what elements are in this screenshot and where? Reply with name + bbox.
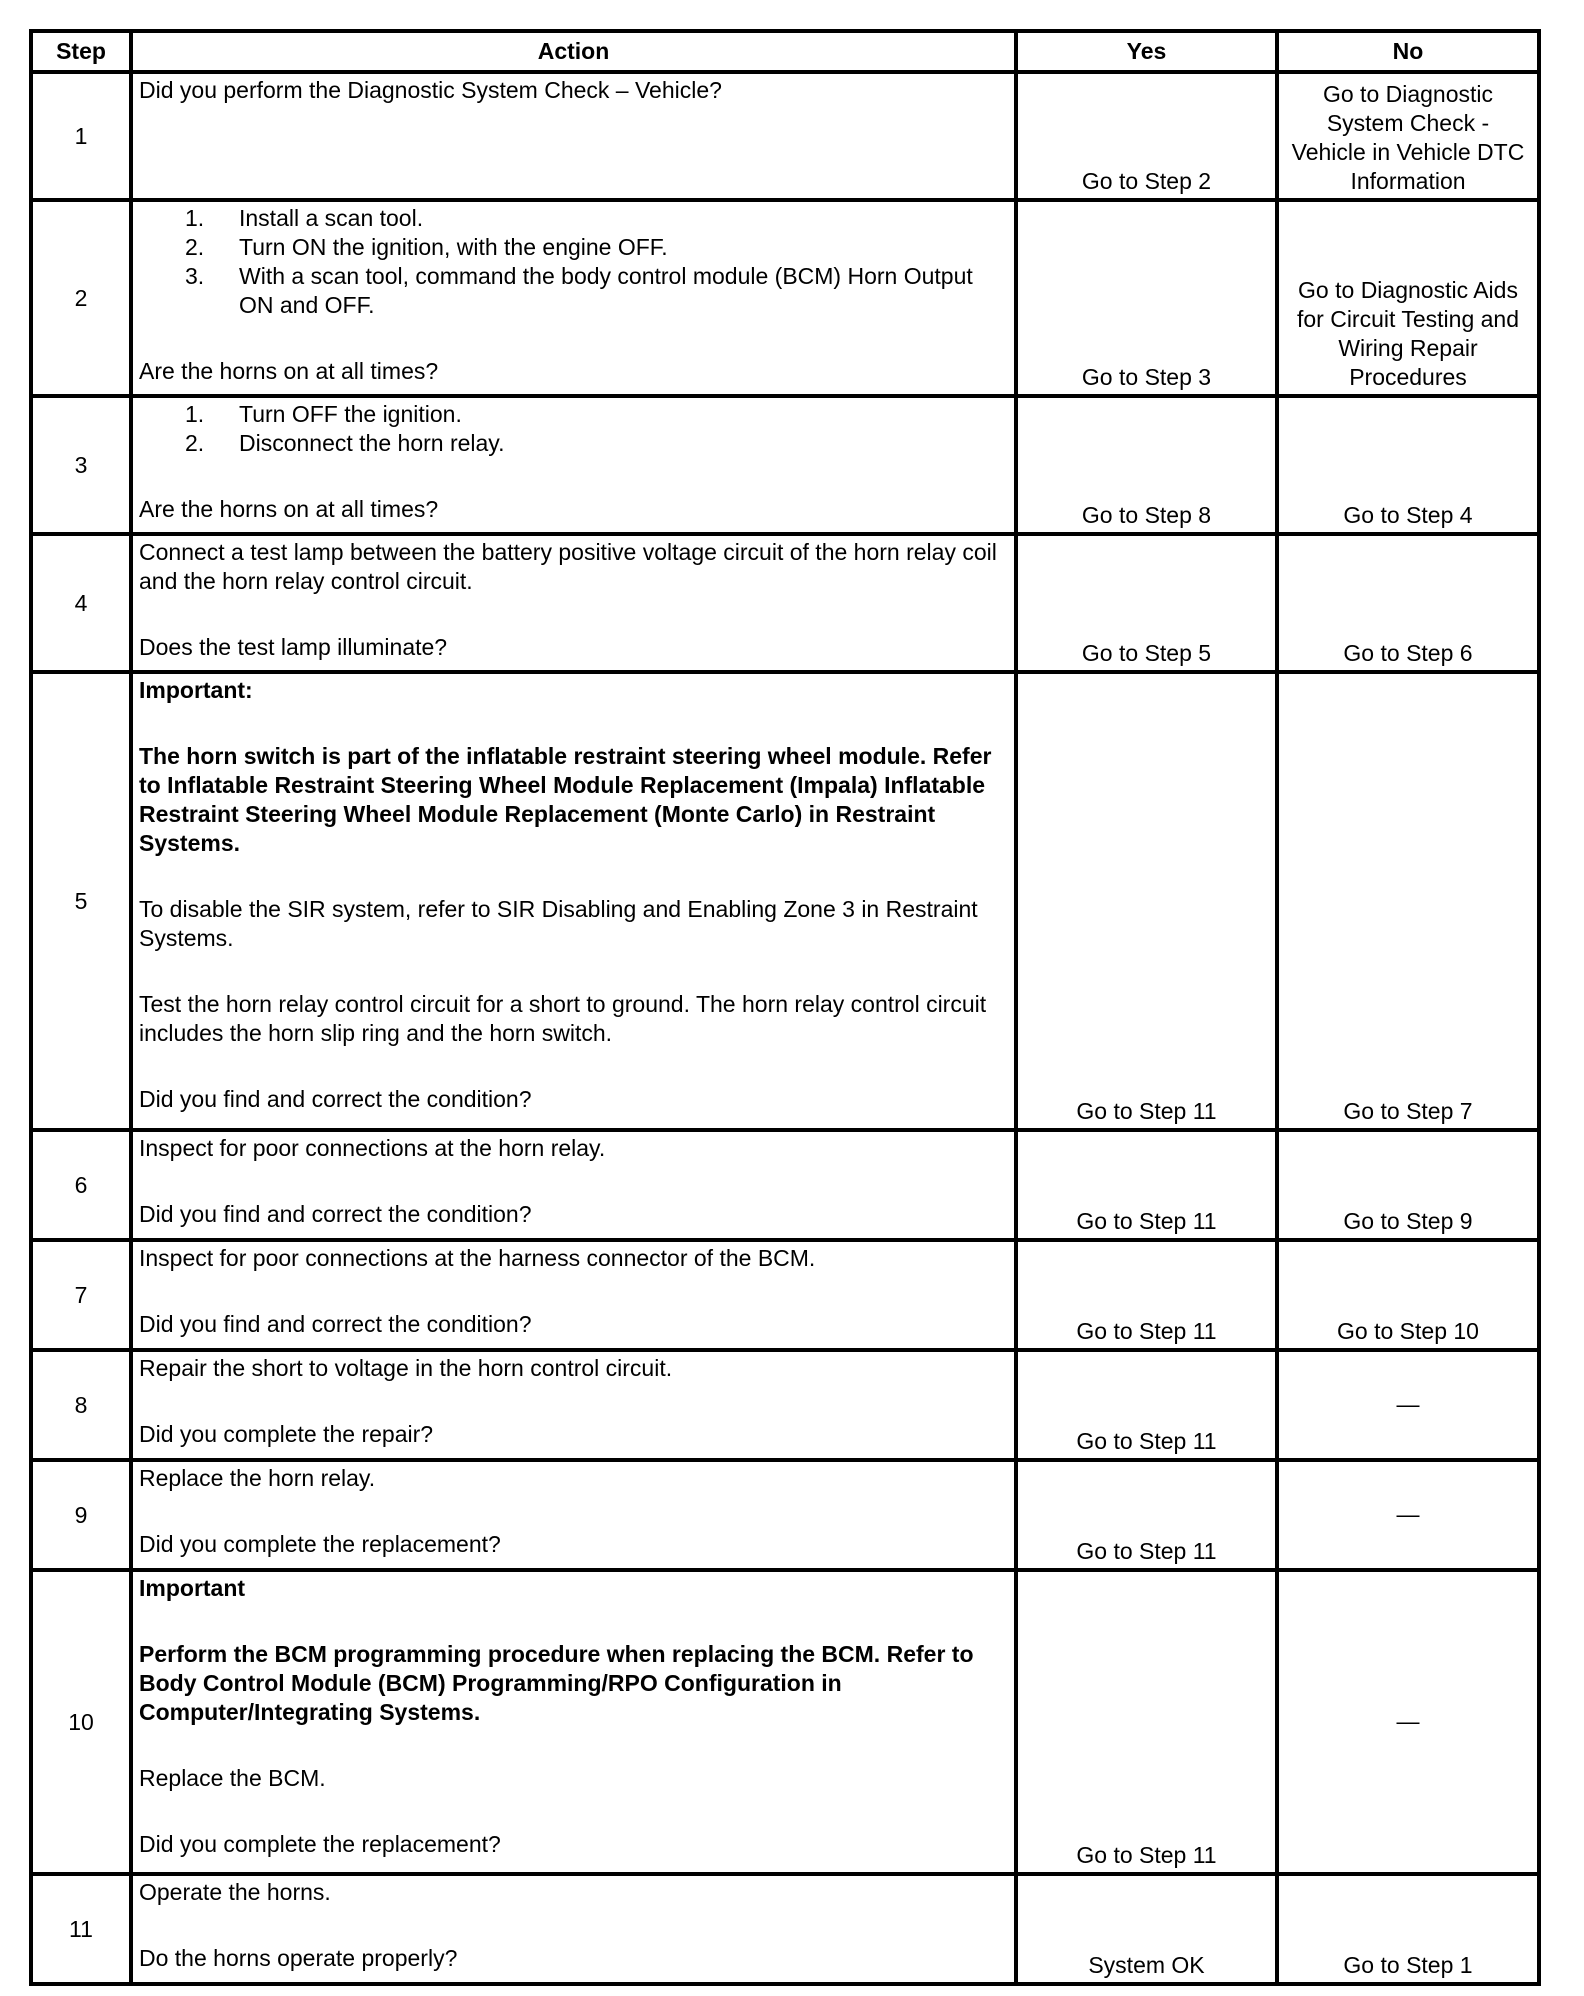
list-item: 1. Install a scan tool. xyxy=(185,205,424,231)
yes-cell: Go to Step 11 xyxy=(1016,1240,1277,1350)
action-instruction: Connect a test lamp between the battery positive voltage circuit of the horn relay coil and the horn relay control circuit. xyxy=(139,539,997,594)
step-number: 6 xyxy=(31,1130,131,1240)
list-item-text: Turn OFF the ignition. xyxy=(239,401,462,427)
no-cell: Go to Diagnostic System Check - Vehicle in Vehicle DTC Information xyxy=(1277,72,1539,200)
action-cell xyxy=(131,1874,1016,1984)
action-instruction: Replace the BCM. xyxy=(139,1765,326,1791)
yes-cell: Go to Step 2 xyxy=(1016,72,1277,200)
list-item-text: Turn ON the ignition, with the engine OFF. xyxy=(239,234,668,260)
action-cell xyxy=(131,1130,1016,1240)
no-cell: — xyxy=(1277,1350,1539,1460)
table-row xyxy=(31,1874,1539,1984)
step-number: 1 xyxy=(31,72,131,200)
table-row xyxy=(31,1240,1539,1350)
action-question: Do the horns operate properly? xyxy=(139,1945,458,1971)
step-number: 7 xyxy=(31,1240,131,1350)
table-row xyxy=(31,672,1539,1130)
no-cell: — xyxy=(1277,1460,1539,1570)
action-cell xyxy=(131,1240,1016,1350)
no-cell: Go to Step 4 xyxy=(1277,396,1539,534)
action-cell xyxy=(131,1570,1016,1874)
action-note: To disable the SIR system, refer to SIR Disabling and Enabling Zone 3 in Restraint Systems. xyxy=(139,896,978,951)
action-instruction: Inspect for poor connections at the horn relay. xyxy=(139,1135,606,1161)
no-cell: Go to Step 6 xyxy=(1277,534,1539,672)
action-question: Did you complete the replacement? xyxy=(139,1831,501,1857)
step-number: 11 xyxy=(31,1874,131,1984)
diagnostic-table xyxy=(29,29,1541,1986)
procedure-list xyxy=(139,204,1008,320)
list-item: 2. Disconnect the horn relay. xyxy=(185,430,505,456)
no-cell: Go to Diagnostic Aids for Circuit Testing and Wiring Repair Procedures xyxy=(1277,200,1539,396)
action-instruction: Repair the short to voltage in the horn control circuit. xyxy=(139,1355,673,1381)
no-cell: Go to Step 7 xyxy=(1277,672,1539,1130)
list-item: 1. Turn OFF the ignition. xyxy=(185,401,462,427)
action-question: Did you perform the Diagnostic System Check – Vehicle? xyxy=(139,77,722,103)
yes-cell: System OK xyxy=(1016,1874,1277,1984)
action-cell xyxy=(131,534,1016,672)
table-row xyxy=(31,1570,1539,1874)
action-question: Did you find and correct the condition? xyxy=(139,1086,532,1112)
yes-cell: Go to Step 11 xyxy=(1016,672,1277,1130)
yes-cell: Go to Step 8 xyxy=(1016,396,1277,534)
action-instruction: Inspect for poor connections at the harness connector of the BCM. xyxy=(139,1245,816,1271)
header-no: No xyxy=(1277,31,1539,72)
action-question: Did you find and correct the condition? xyxy=(139,1201,532,1227)
no-cell: Go to Step 10 xyxy=(1277,1240,1539,1350)
table-row xyxy=(31,1460,1539,1570)
procedure-list xyxy=(139,400,1008,458)
yes-cell: Go to Step 11 xyxy=(1016,1130,1277,1240)
list-item-text: Disconnect the horn relay. xyxy=(239,430,505,456)
yes-cell: Go to Step 11 xyxy=(1016,1570,1277,1874)
yes-cell: Go to Step 11 xyxy=(1016,1460,1277,1570)
no-cell: Go to Step 9 xyxy=(1277,1130,1539,1240)
list-item-text: Install a scan tool. xyxy=(239,205,424,231)
step-number: 3 xyxy=(31,396,131,534)
action-question: Did you complete the repair? xyxy=(139,1421,434,1447)
step-number: 5 xyxy=(31,672,131,1130)
important-text: Perform the BCM programming procedure when replacing the BCM. Refer to Body Control Module (BCM) Programming/RPO Configuration in Computer/Integrating Systems. xyxy=(139,1641,974,1725)
action-cell xyxy=(131,200,1016,396)
action-cell xyxy=(131,72,1016,200)
action-cell xyxy=(131,1460,1016,1570)
header-yes: Yes xyxy=(1016,31,1277,72)
action-cell xyxy=(131,672,1016,1130)
action-question: Are the horns on at all times? xyxy=(139,496,439,522)
step-number: 8 xyxy=(31,1350,131,1460)
header-action: Action xyxy=(131,31,1016,72)
table-row xyxy=(31,72,1539,200)
action-instruction: Operate the horns. xyxy=(139,1879,331,1905)
list-item: 2. Turn ON the ignition, with the engine OFF. xyxy=(185,234,668,260)
no-cell: Go to Step 1 xyxy=(1277,1874,1539,1984)
action-instruction: Test the horn relay control circuit for a short to ground. The horn relay control circuit includes the horn slip ring and the horn switch. xyxy=(139,991,987,1046)
no-cell: — xyxy=(1277,1570,1539,1874)
important-text: The horn switch is part of the inflatable restraint steering wheel module. Refer to Inflatable Restraint Steering Wheel Module Replacement (Impala) Inflatable Restraint Steering Wheel Module Replacement (Monte Carlo) in Restraint Systems. xyxy=(139,743,992,856)
yes-cell: Go to Step 11 xyxy=(1016,1350,1277,1460)
action-question: Did you find and correct the condition? xyxy=(139,1311,532,1337)
important-label: Important xyxy=(139,1575,246,1601)
list-item-text: With a scan tool, command the body control module (BCM) Horn Output ON and OFF. xyxy=(239,263,973,318)
table-row xyxy=(31,1350,1539,1460)
step-number: 4 xyxy=(31,534,131,672)
action-cell xyxy=(131,1350,1016,1460)
step-number: 9 xyxy=(31,1460,131,1570)
table-row xyxy=(31,396,1539,534)
action-question: Did you complete the replacement? xyxy=(139,1531,501,1557)
step-number: 2 xyxy=(31,200,131,396)
step-number: 10 xyxy=(31,1570,131,1874)
table-row xyxy=(31,200,1539,396)
action-instruction: Replace the horn relay. xyxy=(139,1465,376,1491)
action-question: Are the horns on at all times? xyxy=(139,358,439,384)
table-row xyxy=(31,1130,1539,1240)
header-step: Step xyxy=(31,31,131,72)
yes-cell: Go to Step 3 xyxy=(1016,200,1277,396)
important-label: Important: xyxy=(139,677,253,703)
header-row xyxy=(31,31,1539,72)
action-question: Does the test lamp illuminate? xyxy=(139,634,448,660)
table-row xyxy=(31,534,1539,672)
list-item: 3. With a scan tool, command the body control module (BCM) Horn Output ON and OFF. xyxy=(185,263,973,318)
action-cell xyxy=(131,396,1016,534)
yes-cell: Go to Step 5 xyxy=(1016,534,1277,672)
